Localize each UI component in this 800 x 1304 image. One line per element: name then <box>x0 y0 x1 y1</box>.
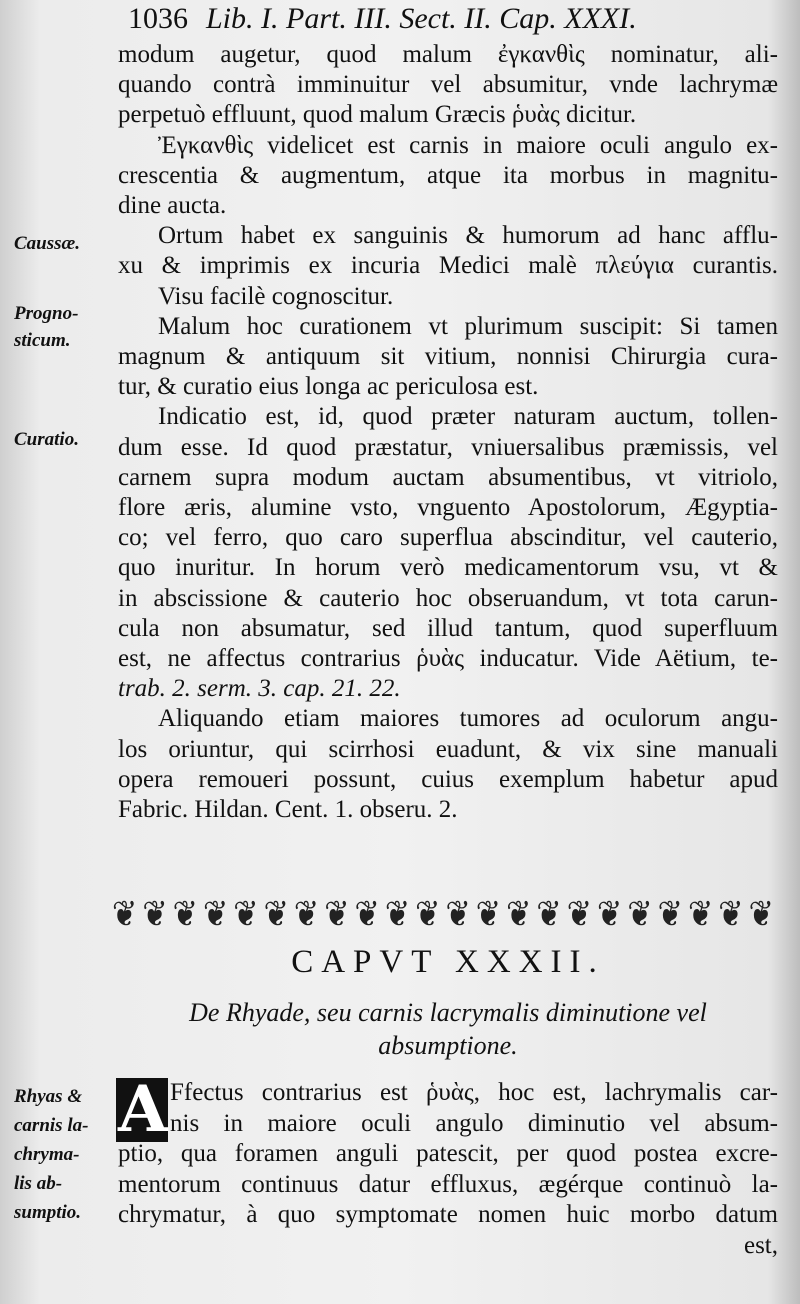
text-line: opera remoueri possunt, cuius exemplum habetur apud <box>118 765 778 793</box>
margin-note-line: Rhyas & <box>14 1086 83 1107</box>
text-line: Visu facilè cognoscitur. <box>158 282 394 310</box>
text-line: Aliquando etiam maiores tumores ad oculorum angu- <box>158 705 778 733</box>
ornament-glyph: ❦ <box>506 896 530 932</box>
text-line: los oriuntur, qui scirrhosi euadunt, & vix sine manuali <box>118 735 778 763</box>
text-line: cula non absumatur, sed illud tantum, quod superfluum <box>118 614 778 642</box>
text-line: est, ne affectus contrarius ῥυὰς inducatur. Vide Aëtium, te- <box>118 645 778 673</box>
text-line: dum esse. Id quod præstatur, vniuersalibus præmissis, vel <box>118 433 778 461</box>
text-line: mentorum continuus datur effluxus, ægérque continuò la- <box>118 1170 778 1198</box>
text-line: Malum hoc curationem vt plurimum suscipit: Si tamen <box>158 312 778 340</box>
ornament-glyph: ❦ <box>354 896 378 932</box>
text-line: nis in maiore oculi angulo diminutio vel absum- <box>170 1109 778 1137</box>
text-line: co; vel ferro, quo caro superflua abscinditur, vel cauterio, <box>118 524 778 552</box>
ornament-glyph: ❦ <box>263 896 287 932</box>
ornament-glyph: ❦ <box>293 896 318 932</box>
text-line: trab. 2. serm. 3. cap. 21. 22. <box>118 675 401 703</box>
text-line: Ffectus contrarius est ῥυὰς, hoc est, lachrymalis car- <box>170 1079 778 1106</box>
ornament-glyph: ❦ <box>445 896 469 932</box>
text-line: flore æris, alumine vsto, vnguento Apostolorum, Ægyptia- <box>118 494 778 522</box>
text-line: carnem supra modum auctam absumentibus, vt vitriolo, <box>118 463 778 491</box>
body-paragraph-2 <box>118 1072 778 1261</box>
ornament-glyph: ❦ <box>536 896 560 932</box>
margin-note-prognosticum <box>14 300 114 354</box>
ornament-glyph: ❦ <box>566 896 590 932</box>
ornament-glyph: ❦ <box>597 896 621 932</box>
text-line: quando contrà imminuitur vel absumitur, vnde lachrymæ <box>118 71 778 99</box>
running-title: Lib. I. Part. III. Sect. II. Cap. XXXI. <box>206 2 637 35</box>
text-line: xu & imprimis ex incuria Medici malè πλεύγια curantis. <box>118 252 778 280</box>
ornament-glyph: ❦ <box>172 896 196 932</box>
margin-note-line: lis ab- <box>14 1173 63 1194</box>
text-line: magnum & antiquum sit vitium, nonnisi Chirurgia cura- <box>118 343 778 371</box>
margin-note-line: sumptio. <box>14 1202 82 1223</box>
ornament-glyph: ❦ <box>627 896 651 932</box>
ornament-glyph: ❦ <box>202 896 227 932</box>
ornament-glyph: ❦ <box>475 896 499 932</box>
text-line: tur, & curatio eius longa ac periculosa est. <box>118 373 539 401</box>
ornament-glyph: ❦ <box>657 896 681 932</box>
ornament-glyph: ❦ <box>415 896 439 932</box>
text-line: Ἐγκανθὶς videlicet est carnis in maiore oculi angulo ex- <box>158 131 778 159</box>
text-line: quo inuritur. In horum verò medicamentorum vsu, vt & <box>118 554 778 582</box>
page-number: 1036 <box>128 2 188 35</box>
chapter-subtitle <box>118 996 778 1062</box>
ornament-glyph: ❦ <box>384 896 408 932</box>
text-line: modum augetur, quod malum ἐγκανθὶς nominatur, ali- <box>118 41 778 68</box>
margin-note-line: Progno- <box>14 303 79 324</box>
chapter-title: CAPVT XXXII. <box>291 944 605 980</box>
text-line: ptio, qua foramen anguli patescit, per quod postea excre- <box>118 1140 778 1167</box>
margin-note-line: sticum. <box>14 330 71 351</box>
margin-note-line: carnis la- <box>14 1115 89 1136</box>
ornament-glyph: ❦ <box>112 896 136 932</box>
ornament-glyph: ❦ <box>233 896 257 932</box>
margin-note-rhyas <box>14 1082 114 1227</box>
text-line: dine aucta. <box>118 192 227 220</box>
text-line: Indicatio est, id, quod præter naturam auctum, tollen- <box>158 403 778 431</box>
subtitle-line: absumptione. <box>378 1031 518 1060</box>
ornament-glyph: ❦ <box>324 896 348 932</box>
subtitle-line: De Rhyade, seu carnis lacrymalis diminutione vel <box>189 998 707 1027</box>
body-paragraph-1 <box>118 40 778 825</box>
text-line: perpetuò effluunt, quod malum Græcis ῥυὰς dicitur. <box>118 101 637 129</box>
dropcap-initial: A <box>118 1072 168 1147</box>
running-header <box>128 2 788 42</box>
text-line: crescentia & augmentum, atque ita morbus in magnitu- <box>118 161 778 189</box>
ornament-band <box>112 896 772 932</box>
margin-note-curatio: Curatio. <box>14 429 79 450</box>
text-line: Fabric. Hildan. Cent. 1. obseru. 2. <box>118 796 458 824</box>
text-line: in abscissione & cauterio hoc obseruandum, vt tota carun- <box>118 584 778 612</box>
ornament-glyph: ❦ <box>748 896 772 932</box>
text-line: chrymatur, à quo symptomate nomen huic morbo datum <box>118 1201 778 1228</box>
margin-note-caussae: Caussæ. <box>14 233 80 254</box>
text-line: Ortum habet ex sanguinis & humorum ad hanc afflu- <box>158 222 778 250</box>
ornament-glyph: ❦ <box>718 896 742 932</box>
text-line: est, <box>743 1231 778 1259</box>
margin-note-line: chryma- <box>14 1144 80 1165</box>
ornament-glyph: ❦ <box>142 896 166 932</box>
ornament-glyph: ❦ <box>687 896 712 932</box>
